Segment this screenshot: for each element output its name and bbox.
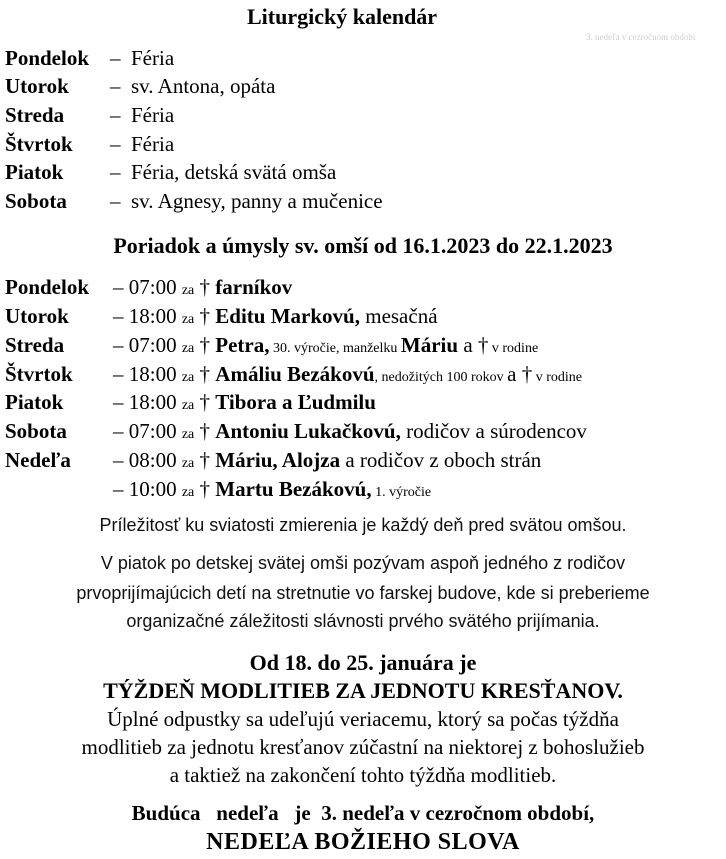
- intention-detail: mesačná: [359, 304, 438, 328]
- intention-note: 30. výročie, manželku: [269, 341, 401, 356]
- conjunction: a: [458, 333, 478, 357]
- day-name: Sobota: [5, 189, 67, 213]
- mass-day: Streda: [5, 333, 65, 357]
- za-word: za: [181, 283, 195, 298]
- mass-day: Nedeľa: [5, 448, 71, 472]
- confession-notice: Príležitosť ku sviatosti zmierenia je každý deň pred svätou omšou.: [99, 515, 627, 535]
- deceased-name: Máriu, Alojza: [215, 448, 341, 472]
- za-word: za: [181, 427, 195, 442]
- dash: –: [113, 477, 124, 501]
- deceased-name: Petra,: [215, 333, 270, 357]
- cross-icon: †: [521, 362, 533, 386]
- mass-intention: [113, 446, 541, 478]
- mass-time: 07:00: [128, 275, 177, 299]
- intention-detail: rodičov a súrodencov: [400, 419, 587, 443]
- mass-time: 10:00: [128, 477, 177, 501]
- dash: –: [113, 275, 124, 299]
- conjunction: a: [507, 362, 522, 386]
- mass-time: 18:00: [128, 304, 177, 328]
- cross-icon: †: [199, 333, 211, 357]
- liturgical-entry: – sv. Agnesy, panny a mučenice: [110, 189, 383, 213]
- deceased-name: Antoniu Lukačkovú,: [215, 419, 401, 443]
- mass-schedule-title: Poriadok a úmysly sv. omší od 16.1.2023 do 22.1.2023: [113, 233, 613, 258]
- mass-day: Piatok: [5, 390, 64, 414]
- mass-day: Sobota: [5, 419, 67, 443]
- deceased-name: Editu Markovú,: [215, 304, 360, 328]
- communion-notice-line-3: organizačné záležitosti slávnosti prvého svätého prijímania.: [126, 611, 600, 631]
- intention-detail: a rodičov z oboch strán: [340, 448, 542, 472]
- mass-time: 07:00: [128, 333, 177, 357]
- mass-time: 07:00: [128, 419, 177, 443]
- liturgical-entry: – sv. Antona, opáta: [110, 74, 276, 98]
- deceased-name: Amáliu Bezákovú: [215, 362, 375, 386]
- week-of-prayer-title: TÝŽDEŇ MODLITIEB ZA JEDNOTU KRESŤANOV.: [103, 678, 623, 703]
- deceased-name: Martu Bezákovú,: [215, 477, 372, 501]
- dash: –: [113, 304, 124, 328]
- cross-icon: †: [199, 390, 211, 414]
- communion-notice-line-2: prvoprijímajúcich detí na stretnutie vo farskej budove, kde si preberieme: [76, 583, 650, 603]
- deceased-name: Tibora a Ľudmilu: [215, 390, 376, 414]
- intention-note: , nedožitých 100 rokov: [374, 370, 508, 385]
- day-name: Štvrtok: [5, 132, 73, 156]
- next-sunday-title: NEDEĽA BOŽIEHO SLOVA: [206, 829, 520, 855]
- mass-intention: [113, 331, 538, 363]
- intention-note: 1. výročie: [371, 485, 432, 500]
- day-name: Piatok: [5, 160, 64, 184]
- mass-day: Utorok: [5, 304, 69, 328]
- za-word: za: [181, 341, 195, 356]
- mass-day: Štvrtok: [5, 362, 73, 386]
- mass-time: 18:00: [128, 362, 177, 386]
- dash: –: [113, 448, 124, 472]
- liturgical-calendar-title: Liturgický kalendár: [247, 4, 438, 29]
- next-sunday-line: Budúca nedeľa je 3. nedeľa v cezročnom období,: [131, 801, 595, 825]
- dash: –: [113, 333, 124, 357]
- indulgence-line-1: Úplné odpustky sa udeľujú veriacemu, ktorý sa počas týždňa: [107, 707, 619, 731]
- day-name: Streda: [5, 103, 65, 127]
- cross-icon: †: [199, 419, 211, 443]
- second-name: Máriu: [400, 333, 459, 357]
- liturgical-entry: – Féria: [110, 132, 175, 156]
- deceased-name: farníkov: [215, 275, 293, 299]
- dash: –: [113, 390, 124, 414]
- mass-intention: [113, 302, 438, 334]
- liturgical-entry: – Féria, detská svätá omša: [110, 160, 337, 184]
- cross-icon: †: [477, 333, 489, 357]
- za-word: za: [181, 485, 195, 500]
- za-word: za: [181, 456, 195, 471]
- za-word: za: [181, 312, 195, 327]
- family-note: v rodine: [488, 341, 539, 356]
- za-word: za: [181, 398, 195, 413]
- indulgence-line-2: modlitieb za jednotu kresťanov zúčastní na niektorej z bohoslužieb: [81, 735, 645, 759]
- liturgical-entry: – Féria: [110, 46, 175, 70]
- za-word: za: [181, 370, 195, 385]
- indulgence-line-3: a taktiež na zakončení tohto týždňa modlitieb.: [169, 763, 557, 787]
- mass-intention: [113, 475, 431, 507]
- communion-notice-line-1: V piatok po detskej svätej omši pozývam aspoň jedného z rodičov: [100, 553, 626, 573]
- cross-icon: †: [199, 275, 211, 299]
- mass-time: 08:00: [128, 448, 177, 472]
- mass-day: Pondelok: [5, 275, 90, 299]
- family-note: v rodine: [532, 370, 582, 385]
- cross-icon: †: [199, 477, 211, 501]
- cross-icon: †: [199, 448, 211, 472]
- mass-intention: [113, 417, 587, 449]
- week-of-prayer-heading: Od 18. do 25. januára je: [249, 650, 477, 675]
- dash: –: [113, 419, 124, 443]
- day-name: Pondelok: [5, 46, 90, 70]
- cross-icon: †: [199, 304, 211, 328]
- cross-icon: †: [199, 362, 211, 386]
- liturgical-entry: – Féria: [110, 103, 175, 127]
- faint-note: 3. nedeľa v cezročnom období: [586, 32, 696, 42]
- mass-intention: [113, 273, 292, 305]
- dash: –: [113, 362, 124, 386]
- mass-time: 18:00: [128, 390, 177, 414]
- day-name: Utorok: [5, 74, 69, 98]
- mass-intention: [113, 388, 376, 420]
